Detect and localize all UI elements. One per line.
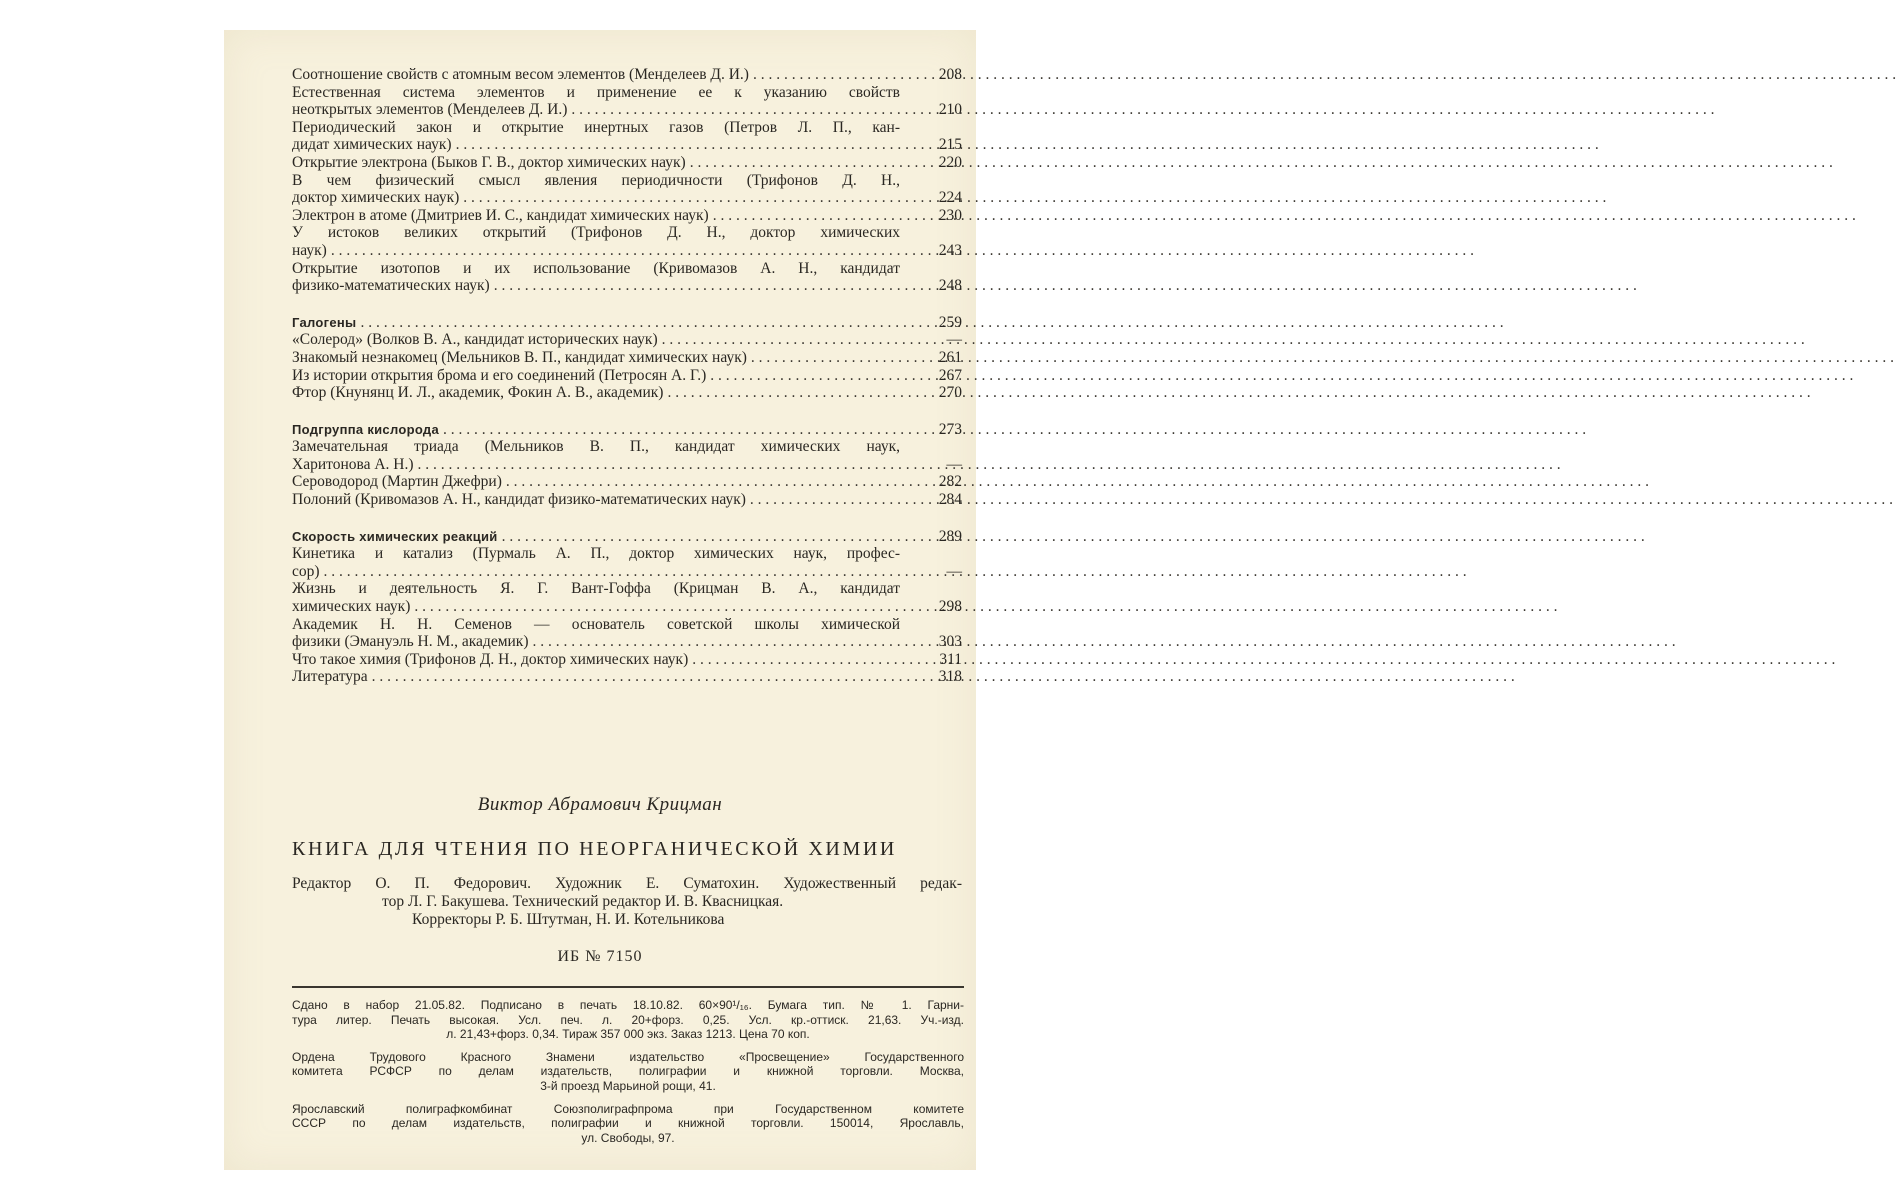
section-title: Подгруппа кислорода <box>292 421 439 437</box>
toc-page-number: 230 <box>938 206 962 224</box>
toc-page-number: 270 <box>938 384 962 402</box>
toc-page-number: 318 <box>938 668 962 686</box>
credits-line: тор Л. Г. Бакушева. Технический редактор И. В. Квасницкая. <box>382 893 784 910</box>
leader-dots <box>688 651 1835 669</box>
toc-entry <box>292 260 962 295</box>
toc-entry-text: доктор химических наук) <box>292 189 460 207</box>
leader-dots <box>410 598 1557 616</box>
toc-entry-text: В чем физический смысл явления периодичности (Трифонов Д. Н., <box>292 171 900 189</box>
toc-entry <box>292 473 962 491</box>
toc-page-number: 289 <box>938 527 962 545</box>
toc-page-number: 311 <box>939 650 962 668</box>
imprint-line: 3-й проезд Марьиной рощи, 41. <box>540 1078 716 1093</box>
toc-entry-text: Фтор (Кнунянц И. Л., академик, Фокин А. В., академик) <box>292 384 664 402</box>
book-title: КНИГА ДЛЯ ЧТЕНИЯ ПО НЕОРГАНИЧЕСКОЙ ХИМИИ <box>292 838 897 860</box>
imprint-line: Сдано в набор 21.05.82. Подписано в печать 18.10.82. 60×90¹/₁₆. Бумага тип. № 1. Гарни- <box>292 998 964 1012</box>
toc-page-number: 259 <box>938 313 962 331</box>
toc-entry <box>292 438 962 473</box>
credits-line: Редактор О. П. Федорович. Художник Е. Суматохин. Художественный редак- <box>292 875 962 892</box>
toc-entry-text: Из истории открытия брома и его соединений (Петросян А. Г.) <box>292 366 707 384</box>
leader-dots <box>706 367 1853 385</box>
toc-entry-text: Кинетика и катализ (Пурмаль А. П., доктор химических наук, профес- <box>292 545 900 563</box>
toc-entry-text: Академик Н. Н. Семенов — основатель советской школы химической <box>292 615 900 633</box>
leader-dots <box>414 456 1561 474</box>
toc-page-number: 261 <box>938 348 962 366</box>
toc-page-number: 243 <box>938 241 962 259</box>
toc-section-heading <box>292 528 962 546</box>
imprint-line: Ордена Трудового Красного Знамени издательство «Просвещение» Государственного <box>292 1049 964 1064</box>
toc-entry-text: Полоний (Кривомазов А. Н., кандидат физико-математических наук) <box>292 491 746 509</box>
toc-entry-text: дидат химических наук) <box>292 136 452 154</box>
toc-page-number: 303 <box>938 633 962 651</box>
toc-entry <box>292 651 962 669</box>
toc-entry-text: Литература <box>292 668 368 686</box>
imprint-printer <box>292 1102 964 1146</box>
imprint-line: СССР по делам издательств, полиграфии и книжной торговли. 150014, Ярославль, <box>292 1116 964 1131</box>
toc-section-heading <box>292 314 962 332</box>
toc-entry-text: сор) <box>292 562 320 580</box>
leader-dots <box>686 154 1833 172</box>
imprint-line: ул. Свободы, 97. <box>581 1130 675 1145</box>
toc-entry-text: наук) <box>292 241 327 259</box>
toc-entry-text: Соотношение свойств с атомным весом элементов (Менделеев Д. И.) <box>292 66 749 83</box>
leader-dots <box>502 473 1649 491</box>
toc-entry-text: химических наук) <box>292 598 411 616</box>
leader-dots <box>567 101 1714 119</box>
toc-entry <box>292 545 962 580</box>
toc-entry-text: физики (Эмануэль Н. М., академик) <box>292 633 529 651</box>
toc-entry-text: Жизнь и деятельность Я. Г. Вант-Гоффа (Крицман В. А., кандидат <box>292 580 900 598</box>
toc-page-number: 284 <box>938 491 962 509</box>
toc-entry-text: Электрон в атоме (Дмитриев И. С., кандидат химических наук) <box>292 206 709 224</box>
toc-page-number: 215 <box>938 136 962 154</box>
leader-dots <box>452 136 1599 154</box>
toc-entry <box>292 84 962 119</box>
toc-page-number: 267 <box>938 366 962 384</box>
toc-page-number: 273 <box>938 420 962 438</box>
toc-page-number: 208 <box>938 66 962 83</box>
toc-entry-text: Харитонова А. Н.) <box>292 455 414 473</box>
divider <box>292 986 964 988</box>
leader-dots <box>529 633 1676 651</box>
toc-page-number: 210 <box>938 101 962 119</box>
editorial-credits <box>292 875 962 929</box>
toc-entry <box>292 172 962 207</box>
credits-line: Корректоры Р. Б. Штутман, Н. И. Котельникова <box>412 911 725 928</box>
toc-entry <box>292 119 962 154</box>
toc-page-number: 220 <box>938 153 962 171</box>
book-page <box>224 30 976 1170</box>
toc-entry <box>292 367 962 385</box>
ib-number: ИБ № 7150 <box>557 948 643 965</box>
leader-dots <box>459 189 1606 207</box>
toc-entry <box>292 616 962 651</box>
toc-entry-text: Знакомый незнакомец (Мельников В. П., кандидат химических наук) <box>292 348 747 366</box>
toc-entry-text: Замечательная триада (Мельников В. П., кандидат химических наук, <box>292 438 900 456</box>
imprint-line: Ярославский полиграфкомбинат Союзполиграфпрома при Государственном комитете <box>292 1101 964 1116</box>
toc-page-number: 298 <box>938 598 962 616</box>
toc-page-number: — <box>946 331 962 349</box>
toc-entry-text: Открытие изотопов и их использование (Кривомазов А. Н., кандидат <box>292 259 900 277</box>
leader-dots <box>658 331 1805 349</box>
table-of-contents <box>292 66 962 686</box>
imprint-print-details <box>292 998 964 1042</box>
toc-entry-text: У истоков великих открытий (Трифонов Д. Н., доктор химических <box>292 224 900 242</box>
imprint-line: л. 21,43+форз. 0,34. Тираж 357 000 экз. Заказ 1213. Цена 70 коп. <box>446 1027 810 1042</box>
toc-entry <box>292 491 962 509</box>
leader-dots <box>498 528 1645 546</box>
toc-entry <box>292 154 962 172</box>
toc-entry <box>292 207 962 225</box>
toc-entry <box>292 349 962 367</box>
toc-entry <box>292 580 962 615</box>
author-name: Виктор Абрамович Крицман <box>477 794 723 815</box>
leader-dots <box>439 421 1586 439</box>
toc-entry <box>292 224 962 259</box>
toc-entry-text: Естественная система элементов и применение ее к указанию свойств <box>292 83 900 101</box>
toc-entry <box>292 668 962 686</box>
toc-entry-text: Сероводород (Мартин Джефри) <box>292 473 502 491</box>
leader-dots <box>709 207 1856 225</box>
section-title: Скорость химических реакций <box>292 528 498 544</box>
toc-page-number: 224 <box>938 189 962 207</box>
toc-entry-text: физико-математических наук) <box>292 277 490 295</box>
toc-page-number: 282 <box>938 473 962 491</box>
toc-entry-text: неоткрытых элементов (Менделеев Д. И.) <box>292 101 568 119</box>
toc-entry-text: Что такое химия (Трифонов Д. Н., доктор химических наук) <box>292 650 689 668</box>
imprint <box>292 998 964 1153</box>
leader-dots <box>320 563 1467 581</box>
toc-section-heading <box>292 421 962 439</box>
toc-entry-text: Открытие электрона (Быков Г. В., доктор химических наук) <box>292 153 686 171</box>
imprint-line: комитета РСФСР по делам издательств, полиграфии и книжной торговли. Москва, <box>292 1064 964 1079</box>
toc-page-number: — <box>946 562 962 580</box>
toc-entry <box>292 384 962 402</box>
imprint-line: тура литер. Печать высокая. Усл. печ. л. 20+форз. 0,25. Усл. кр.-оттиск. 21,63. Уч.-изд. <box>292 1012 964 1027</box>
leader-dots <box>663 384 1810 402</box>
toc-entry <box>292 66 962 84</box>
toc-entry-text: Периодический закон и открытие инертных газов (Петров Л. П., кан- <box>292 118 900 136</box>
imprint-publisher <box>292 1050 964 1094</box>
toc-page-number: 248 <box>938 277 962 295</box>
toc-entry <box>292 331 962 349</box>
toc-entry-text: «Солерод» (Волков В. А., кандидат исторических наук) <box>292 331 658 349</box>
section-title: Галогены <box>292 314 357 330</box>
toc-page-number: — <box>946 455 962 473</box>
leader-dots <box>490 277 1637 295</box>
